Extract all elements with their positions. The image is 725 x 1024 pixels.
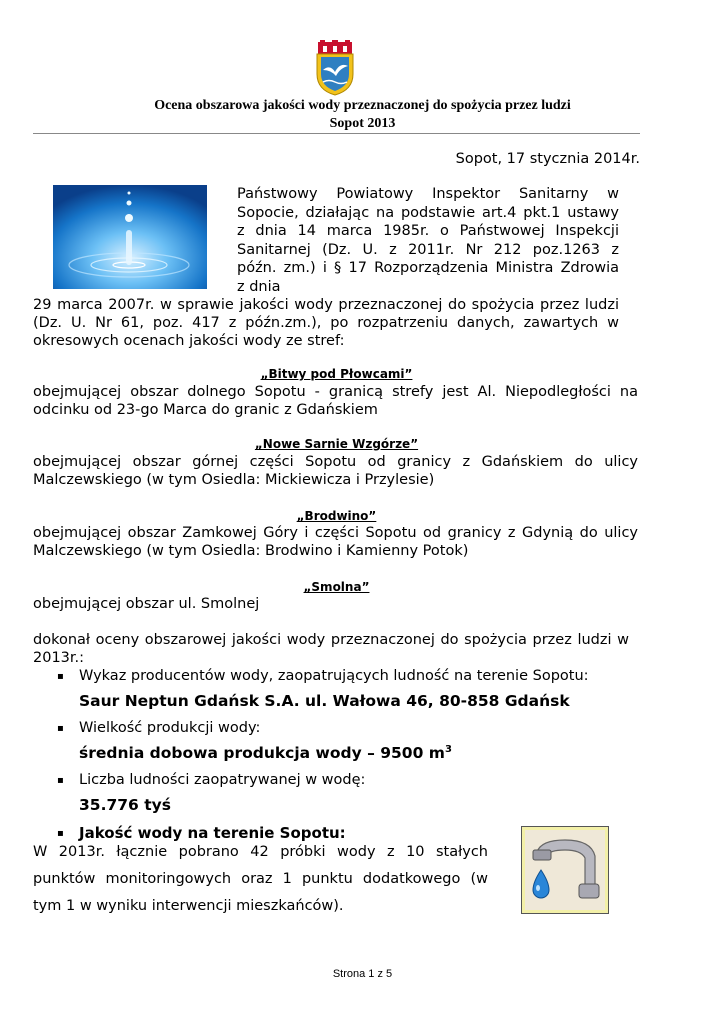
quality-line: tym 1 w wyniku interwencji mieszkańców). bbox=[33, 898, 344, 914]
sopot-coat-of-arms bbox=[314, 40, 356, 96]
bullet-marker: ▪ bbox=[57, 828, 64, 839]
bullet-marker: ▪ bbox=[57, 775, 64, 786]
intro-line: okresowych ocenach jakości wody ze stref: bbox=[33, 333, 345, 349]
faucet-icon bbox=[521, 826, 609, 914]
zone-description: obejmującej obszar Zamkowej Góry i części Sopotu od granicy z Gdynią do ulicy bbox=[33, 525, 638, 541]
producer-value: Saur Neptun Gdańsk S.A. ul. Wałowa 46, 80-858 Gdańsk bbox=[79, 692, 570, 710]
population-label: Liczba ludności zaopatrywanej w wodę: bbox=[79, 772, 366, 788]
bullet-marker: ▪ bbox=[57, 671, 64, 682]
zone-description: odcinku od 23-go Marca do granic z Gdańskiem bbox=[33, 402, 378, 418]
assessment-line: 2013r.: bbox=[33, 650, 85, 666]
quality-line: W 2013r. łącznie pobrano 42 próbki wody z 10 stałych bbox=[33, 844, 488, 860]
intro-right-line: Sopocie, działając na podstawie art.4 pkt.1 ustawy bbox=[237, 205, 619, 221]
zone-name-bitwy: „Bitwy pod Płowcami” bbox=[260, 367, 413, 381]
producers-label: Wykaz producentów wody, zaopatrujących ludność na terenie Sopotu: bbox=[79, 668, 589, 684]
unit-superscript: 3 bbox=[444, 744, 452, 755]
zone-name-smolna: „Smolna” bbox=[303, 580, 370, 594]
intro-right-line: Państwowy Powiatowy Inspektor Sanitarny w bbox=[237, 186, 619, 202]
intro-right-line: z dnia 14 marca 1985r. o Państwowej Inspekcji bbox=[237, 223, 619, 239]
production-label: Wielkość produkcji wody: bbox=[79, 720, 261, 736]
zone-description: obejmującej obszar ul. Smolnej bbox=[33, 596, 260, 612]
document-title: Ocena obszarowa jakości wody przeznaczonej do spożycia przez ludzi bbox=[154, 98, 571, 113]
quality-heading: Jakość wody na terenie Sopotu: bbox=[79, 824, 346, 842]
zone-name-brodwino: „Brodwino” bbox=[296, 509, 377, 523]
page-number: Strona 1 z 5 bbox=[332, 968, 393, 980]
production-value: średnia dobowa produkcja wody – 9500 $m^3$ bbox=[79, 744, 452, 763]
document-subtitle: Sopot 2013 bbox=[329, 116, 396, 131]
zone-description: obejmującej obszar dolnego Sopotu - granicą strefy jest Al. Niepodległości na bbox=[33, 384, 638, 400]
intro-right-line: późn. zm.) i § 17 Rozporządzenia Ministra Zdrowia bbox=[237, 260, 619, 276]
zone-description: obejmującej obszar górnej części Sopotu od granicy z Gdańskiem do ulicy bbox=[33, 454, 638, 470]
population-value: 35.776 tyś bbox=[79, 796, 171, 814]
bullet-marker: ▪ bbox=[57, 723, 64, 734]
water-drop-image bbox=[53, 185, 207, 289]
assessment-line: dokonał oceny obszarowej jakości wody przeznaczonej do spożycia przez ludzi w bbox=[33, 632, 629, 648]
zone-description: Malczewskiego (w tym Osiedla: Mickiewicza i Przylesie) bbox=[33, 472, 435, 488]
quality-line: punktów monitoringowych oraz 1 punktu dodatkowego (w bbox=[33, 871, 488, 887]
header-divider bbox=[33, 133, 640, 134]
zone-description: Malczewskiego (w tym Osiedla: Brodwino i Kamienny Potok) bbox=[33, 543, 469, 559]
intro-right-line: Sanitarnej (Dz. U. z 2011r. Nr 212 poz.1263 z bbox=[237, 242, 619, 258]
intro-line: (Dz. U. Nr 61, poz. 417 z późn.zm.), po rozpatrzeniu danych, zawartych w bbox=[33, 315, 619, 331]
intro-right-line: z dnia bbox=[237, 279, 281, 295]
zone-name-nowe-sarnie: „Nowe Sarnie Wzgórze” bbox=[254, 437, 419, 451]
intro-line: 29 marca 2007r. w sprawie jakości wody przeznaczonej do spożycia przez ludzi bbox=[33, 297, 619, 313]
date-line: Sopot, 17 stycznia 2014r. bbox=[455, 151, 640, 167]
